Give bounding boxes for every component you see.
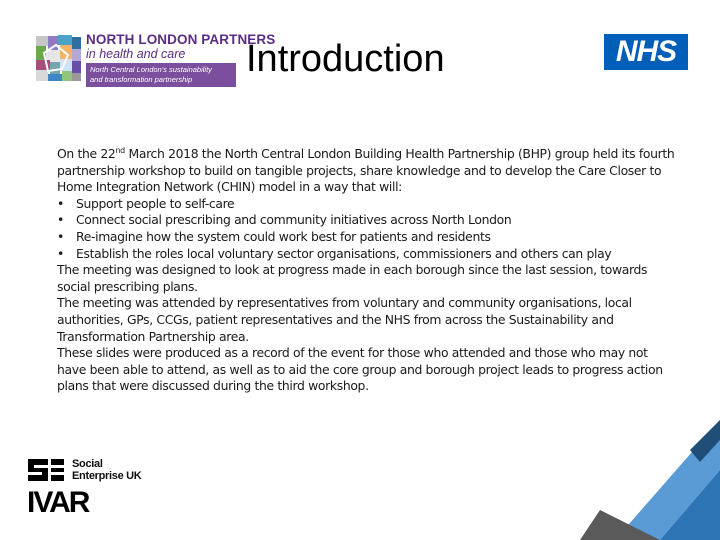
partner-logo-title: NORTH LONDON PARTNERS	[86, 32, 276, 47]
seuk-wordmark	[72, 458, 141, 482]
intro-body	[57, 146, 677, 395]
bullet-item: • Establish the roles local voluntary sector organisations, commissioners and others can play	[57, 246, 677, 263]
mosaic-logo-icon	[34, 33, 82, 83]
date-prefix: On the 22	[57, 146, 116, 161]
page-title: Introduction	[246, 38, 445, 80]
bullet-item: • Support people to self-care	[57, 196, 677, 213]
north-london-partners-logo	[34, 28, 276, 88]
seuk-line-1: Social	[72, 458, 103, 470]
date-ordinal: nd	[115, 145, 125, 155]
partner-logo-tagline-line1: North Central London's sustainability	[90, 65, 212, 74]
bullet-item: • Re-imagine how the system could work best for patients and residents	[57, 229, 677, 246]
partner-logo-subtitle: in health and care	[86, 47, 186, 61]
intro-paragraph-1-text: March 2018 the North Central London Building Health Partnership (BHP) group held its fourth partnership workshop to build on tangible projects, share knowledge and to develop the Care Closer to Home Integration Network (CHIN) model in a way that will:	[57, 146, 675, 195]
corner-decoration	[540, 400, 720, 540]
partner-logo-tagline-line2: and transformation partnership	[90, 75, 193, 84]
seuk-mark-icon	[26, 456, 66, 483]
bullet-item: • Connect social prescribing and community initiatives across North London	[57, 212, 677, 229]
intro-paragraph-2: The meeting was designed to look at progress made in each borough since the last session, towards social prescribing plans.	[57, 262, 648, 294]
nhs-logo: NHS	[604, 34, 688, 70]
intro-paragraph-1	[57, 146, 677, 196]
social-enterprise-uk-logo	[26, 456, 146, 484]
seuk-line-2: Enterprise UK	[72, 470, 142, 482]
intro-paragraph-4: These slides were produced as a record of the event for those who attended and those who may not have been able to attend, as well as to aid the core group and borough project leads to progress action plans that were discussed during the third workshop.	[57, 345, 663, 394]
partner-logo-tagline	[86, 63, 236, 87]
ivar-logo: IVAR	[27, 486, 89, 519]
intro-paragraph-3: The meeting was attended by representatives from voluntary and community organisations, local authorities, GPs, CCGs, patient representatives and the NHS from across the Sustainability and Transformation Partnership area.	[57, 295, 632, 344]
